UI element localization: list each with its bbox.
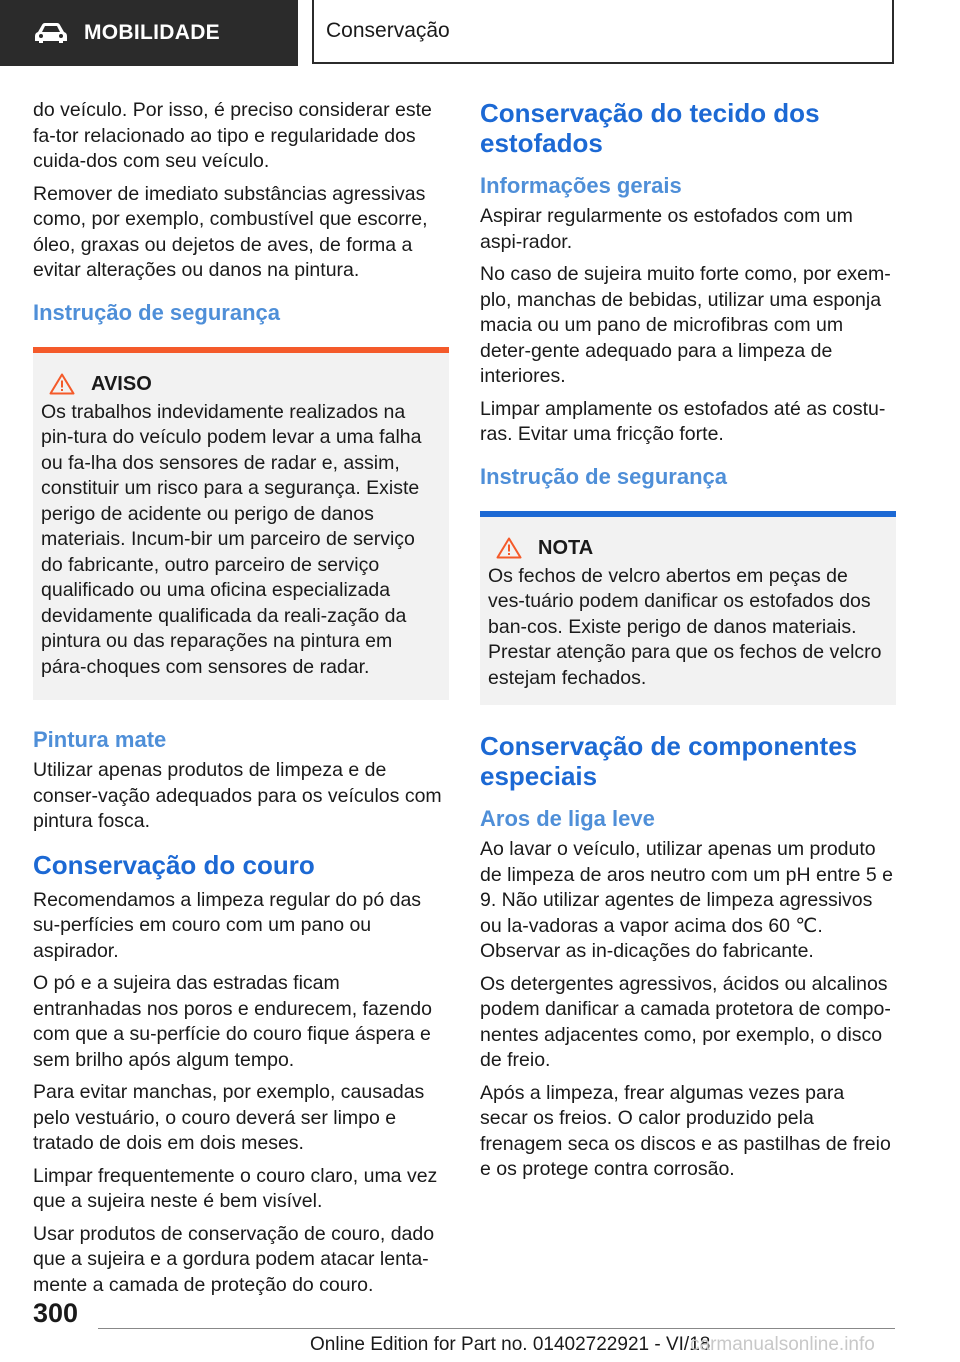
leather-paragraph-2: O pó e a sujeira das estradas ficam entranhadas nos poros e endurecem, fazendo com que a su-perfície do couro fique áspera e sem brilho após algum tempo.	[33, 972, 432, 1071]
car-icon	[34, 22, 68, 44]
alloy-paragraph-1: Ao lavar o veículo, utilizar apenas um produto de limpeza de aros neutro com um pH entre 5 e 9. Não utilizar agentes de limpeza agressivos ou la-vadoras a vapor acima dos 60 ℃. Observar as in-dicações do fabricante.	[480, 838, 893, 962]
general-paragraph-1: Aspirar regularmente os estofados com um aspi-rador.	[480, 205, 853, 253]
leather-paragraph-3: Para evitar manchas, por exemplo, causadas pelo vestuário, o couro deverá ser limpo e tratado de dois em dois meses.	[33, 1081, 425, 1154]
leather-paragraph-4: Limpar frequentemente o couro claro, uma vez que a sujeira neste é bem visível.	[33, 1164, 438, 1212]
left-column	[33, 98, 449, 1305]
leather-heading: Conservação do couro	[33, 849, 315, 880]
page-number: 300	[33, 1298, 79, 1328]
alloy-heading: Aros de liga leve	[480, 806, 655, 831]
intro-paragraph-2: Remover de imediato substâncias agressivas como, por exemplo, combustível que escorre, óleo, graxas ou dejetos de aves, de forma a evitar alterações ou danos na pintura.	[33, 182, 428, 281]
warning-text: Os trabalhos indevidamente realizados na pin-tura do veículo podem levar a uma falha ou fa-lha dos sensores de radar e, assim, constituir um risco para a segurança. Existe perigo de acidente ou perigo de danos materiais. Incum-bir um parceiro de serviço do fabricante, outro parceiro de serviço qualificado ou uma oficina especializada devidamente qualificada da reali-zação da pintura ou das reparações na pintura em pára-choques com sensores de radar.	[41, 400, 422, 678]
fabric-heading: Conservação do tecido dos estofados	[480, 98, 820, 158]
general-paragraph-2: No caso de sujeira muito forte como, por exem-plo, manchas de bebidas, utilizar uma esponja macia ou um pano de microfibras com um deter-gente adequado para a limpeza de interiores.	[480, 263, 891, 387]
matte-text: Utilizar apenas produtos de limpeza e de conser-vação adequados para os veículos com pintura fosca.	[33, 759, 442, 832]
alloy-paragraph-2: Os detergentes agressivos, ácidos ou alcalinos podem danificar a camada protetora de compo-nentes adjacentes como, por exemplo, o disco de freio.	[480, 972, 891, 1071]
leather-paragraph-5: Usar produtos de conservação de couro, dado que a sujeira e a gordura podem atacar lenta-mente a camada de proteção do couro.	[33, 1222, 435, 1296]
alloy-paragraph-3: Após a limpeza, frear algumas vezes para secar os freios. O calor produzido pela frenagem seca os discos e as pastilhas de freio e os protege contra corrosão.	[480, 1081, 891, 1180]
components-heading: Conservação de componentes especiais	[480, 731, 858, 791]
warning-title: AVISO	[91, 372, 152, 395]
section-label: MOBILIDADE	[84, 21, 220, 44]
page-header	[0, 0, 960, 66]
warning-box	[33, 347, 449, 701]
right-column	[480, 98, 896, 1190]
edition-text: Online Edition for Part no. 01402722921 - VI/18	[310, 1334, 711, 1355]
safety-heading-right: Instrução de segurança	[480, 463, 727, 489]
note-title: NOTA	[538, 536, 594, 559]
chapter-tab[interactable]	[312, 0, 894, 64]
chapter-label: Conservação	[326, 19, 450, 42]
warning-triangle-icon	[496, 537, 522, 559]
section-tab-mobilidade[interactable]	[0, 0, 298, 66]
warning-triangle-icon	[49, 373, 75, 395]
general-paragraph-3: Limpar amplamente os estofados até as costu-ras. Evitar uma fricção forte.	[480, 397, 886, 445]
note-box	[480, 511, 896, 706]
general-heading: Informações gerais	[480, 173, 682, 198]
note-text: Os fechos de velcro abertos em peças de ves-tuário podem danificar os estofados dos ban-cos. Existe perigo de danos materiais. Prestar atenção para que os fechos de velcro estejam fechados.	[488, 564, 882, 689]
watermark: carmanualsonline.info	[690, 1334, 875, 1355]
intro-paragraph-1: do veículo. Por isso, é preciso considerar este fa-tor relacionado ao tipo e regularidade dos cuida-dos com seu veículo.	[33, 99, 432, 172]
safety-heading-left: Instrução de segurança	[33, 299, 280, 325]
footer-divider	[98, 1328, 895, 1329]
leather-paragraph-1: Recomendamos a limpeza regular do pó das su-perfícies em couro com um pano ou aspirador.	[33, 888, 422, 962]
matte-heading: Pintura mate	[33, 727, 167, 752]
